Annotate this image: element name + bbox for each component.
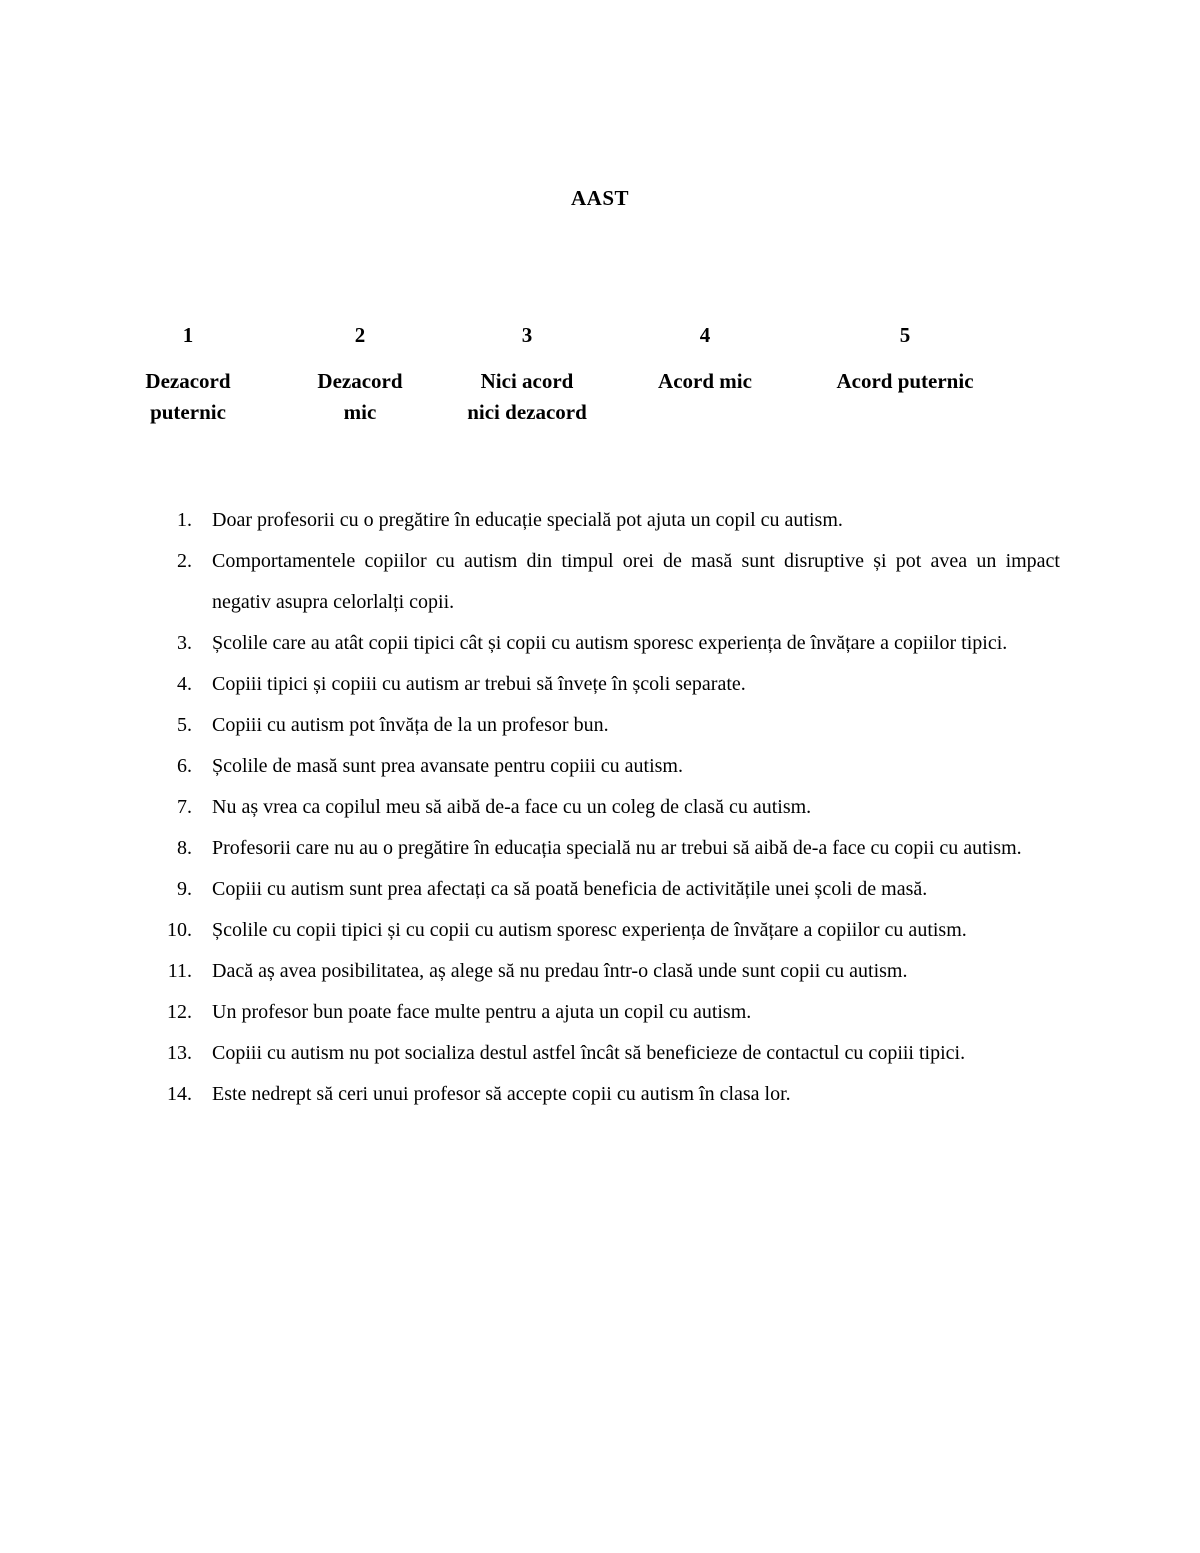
item-number: 10. [167, 919, 192, 941]
item-text: Școlile de masă sunt prea avansate pentru copiii cu autism. [212, 755, 683, 777]
scale-number: 5 [899, 323, 911, 347]
item-number: 12. [167, 1001, 192, 1023]
item-number: 13. [167, 1042, 192, 1064]
list-item [140, 746, 1060, 787]
item-text: Copiii cu autism pot învăța de la un profesor bun. [212, 714, 609, 736]
list-item [140, 828, 1060, 869]
scale-option-4 [630, 320, 780, 397]
item-number: 5. [177, 714, 192, 736]
scale-option-1 [118, 320, 258, 428]
list-item [140, 910, 1060, 951]
item-text: Este nedrept să ceri unui profesor să accepte copii cu autism în clasa lor. [212, 1083, 791, 1105]
item-number: 4. [177, 673, 192, 695]
list-item [140, 1074, 1060, 1115]
list-item [140, 951, 1060, 992]
list-item [140, 500, 1060, 541]
scale-option-2 [290, 320, 430, 428]
list-item [140, 1033, 1060, 1074]
scale-label: Dezacord mic [317, 369, 403, 424]
item-text: Comportamentele copiilor cu autism din timpul orei de masă sunt disruptive și pot avea un impact negativ asupra celorlalți copii. [212, 550, 1060, 613]
item-number: 7. [177, 796, 192, 818]
item-text: Copiii tipici și copiii cu autism ar trebui să învețe în școli separate. [212, 673, 746, 695]
list-item [140, 787, 1060, 828]
item-number: 2. [177, 550, 192, 572]
scale-number: 3 [521, 323, 533, 347]
item-text: Un profesor bun poate face multe pentru a ajuta un copil cu autism. [212, 1001, 752, 1023]
item-text: Nu aș vrea ca copilul meu să aibă de-a face cu un coleg de clasă cu autism. [212, 796, 812, 818]
item-number: 6. [177, 755, 192, 777]
item-text: Doar profesorii cu o pregătire în educație specială pot ajuta un copil cu autism. [212, 509, 843, 531]
item-number: 11. [167, 960, 192, 982]
item-text: Copiii cu autism nu pot socializa destul astfel încât să beneficieze de contactul cu copiii tipici. [212, 1042, 966, 1064]
list-item [140, 623, 1060, 664]
list-item [140, 541, 1060, 623]
item-text: Dacă aș avea posibilitatea, aș alege să nu predau într-o clasă unde sunt copii cu autism. [212, 960, 908, 982]
document-title: AAST [570, 186, 630, 210]
scale-option-3 [437, 320, 617, 428]
scale-number: 4 [699, 323, 711, 347]
item-text: Școlile cu copii tipici și cu copii cu autism sporesc experiența de învățare a copiilor cu autism. [212, 919, 967, 941]
list-item [140, 992, 1060, 1033]
list-item [140, 869, 1060, 910]
scale-label: Nici acord nici dezacord [467, 369, 587, 424]
item-number: 1. [177, 509, 192, 531]
item-text: Școlile care au atât copii tipici cât și copii cu autism sporesc experiența de învățare a copiilor tipici. [212, 632, 1008, 654]
scale-number: 1 [182, 323, 194, 347]
item-number: 3. [177, 632, 192, 654]
scale-label: Dezacord puternic [145, 369, 231, 424]
item-text: Copiii cu autism sunt prea afectați ca să poată beneficia de activitățile unei școli de masă. [212, 878, 928, 900]
scale-label: Acord puternic [836, 369, 974, 393]
statement-list [140, 500, 1060, 1115]
scale-label: Acord mic [658, 369, 752, 393]
list-item [140, 664, 1060, 705]
item-number: 9. [177, 878, 192, 900]
item-number: 8. [177, 837, 192, 859]
scale-number: 2 [354, 323, 366, 347]
scale-option-5 [810, 320, 1000, 397]
item-number: 14. [167, 1083, 192, 1105]
item-text: Profesorii care nu au o pregătire în educația specială nu ar trebui să aibă de-a face cu copii cu autism. [212, 837, 1022, 859]
list-item [140, 705, 1060, 746]
